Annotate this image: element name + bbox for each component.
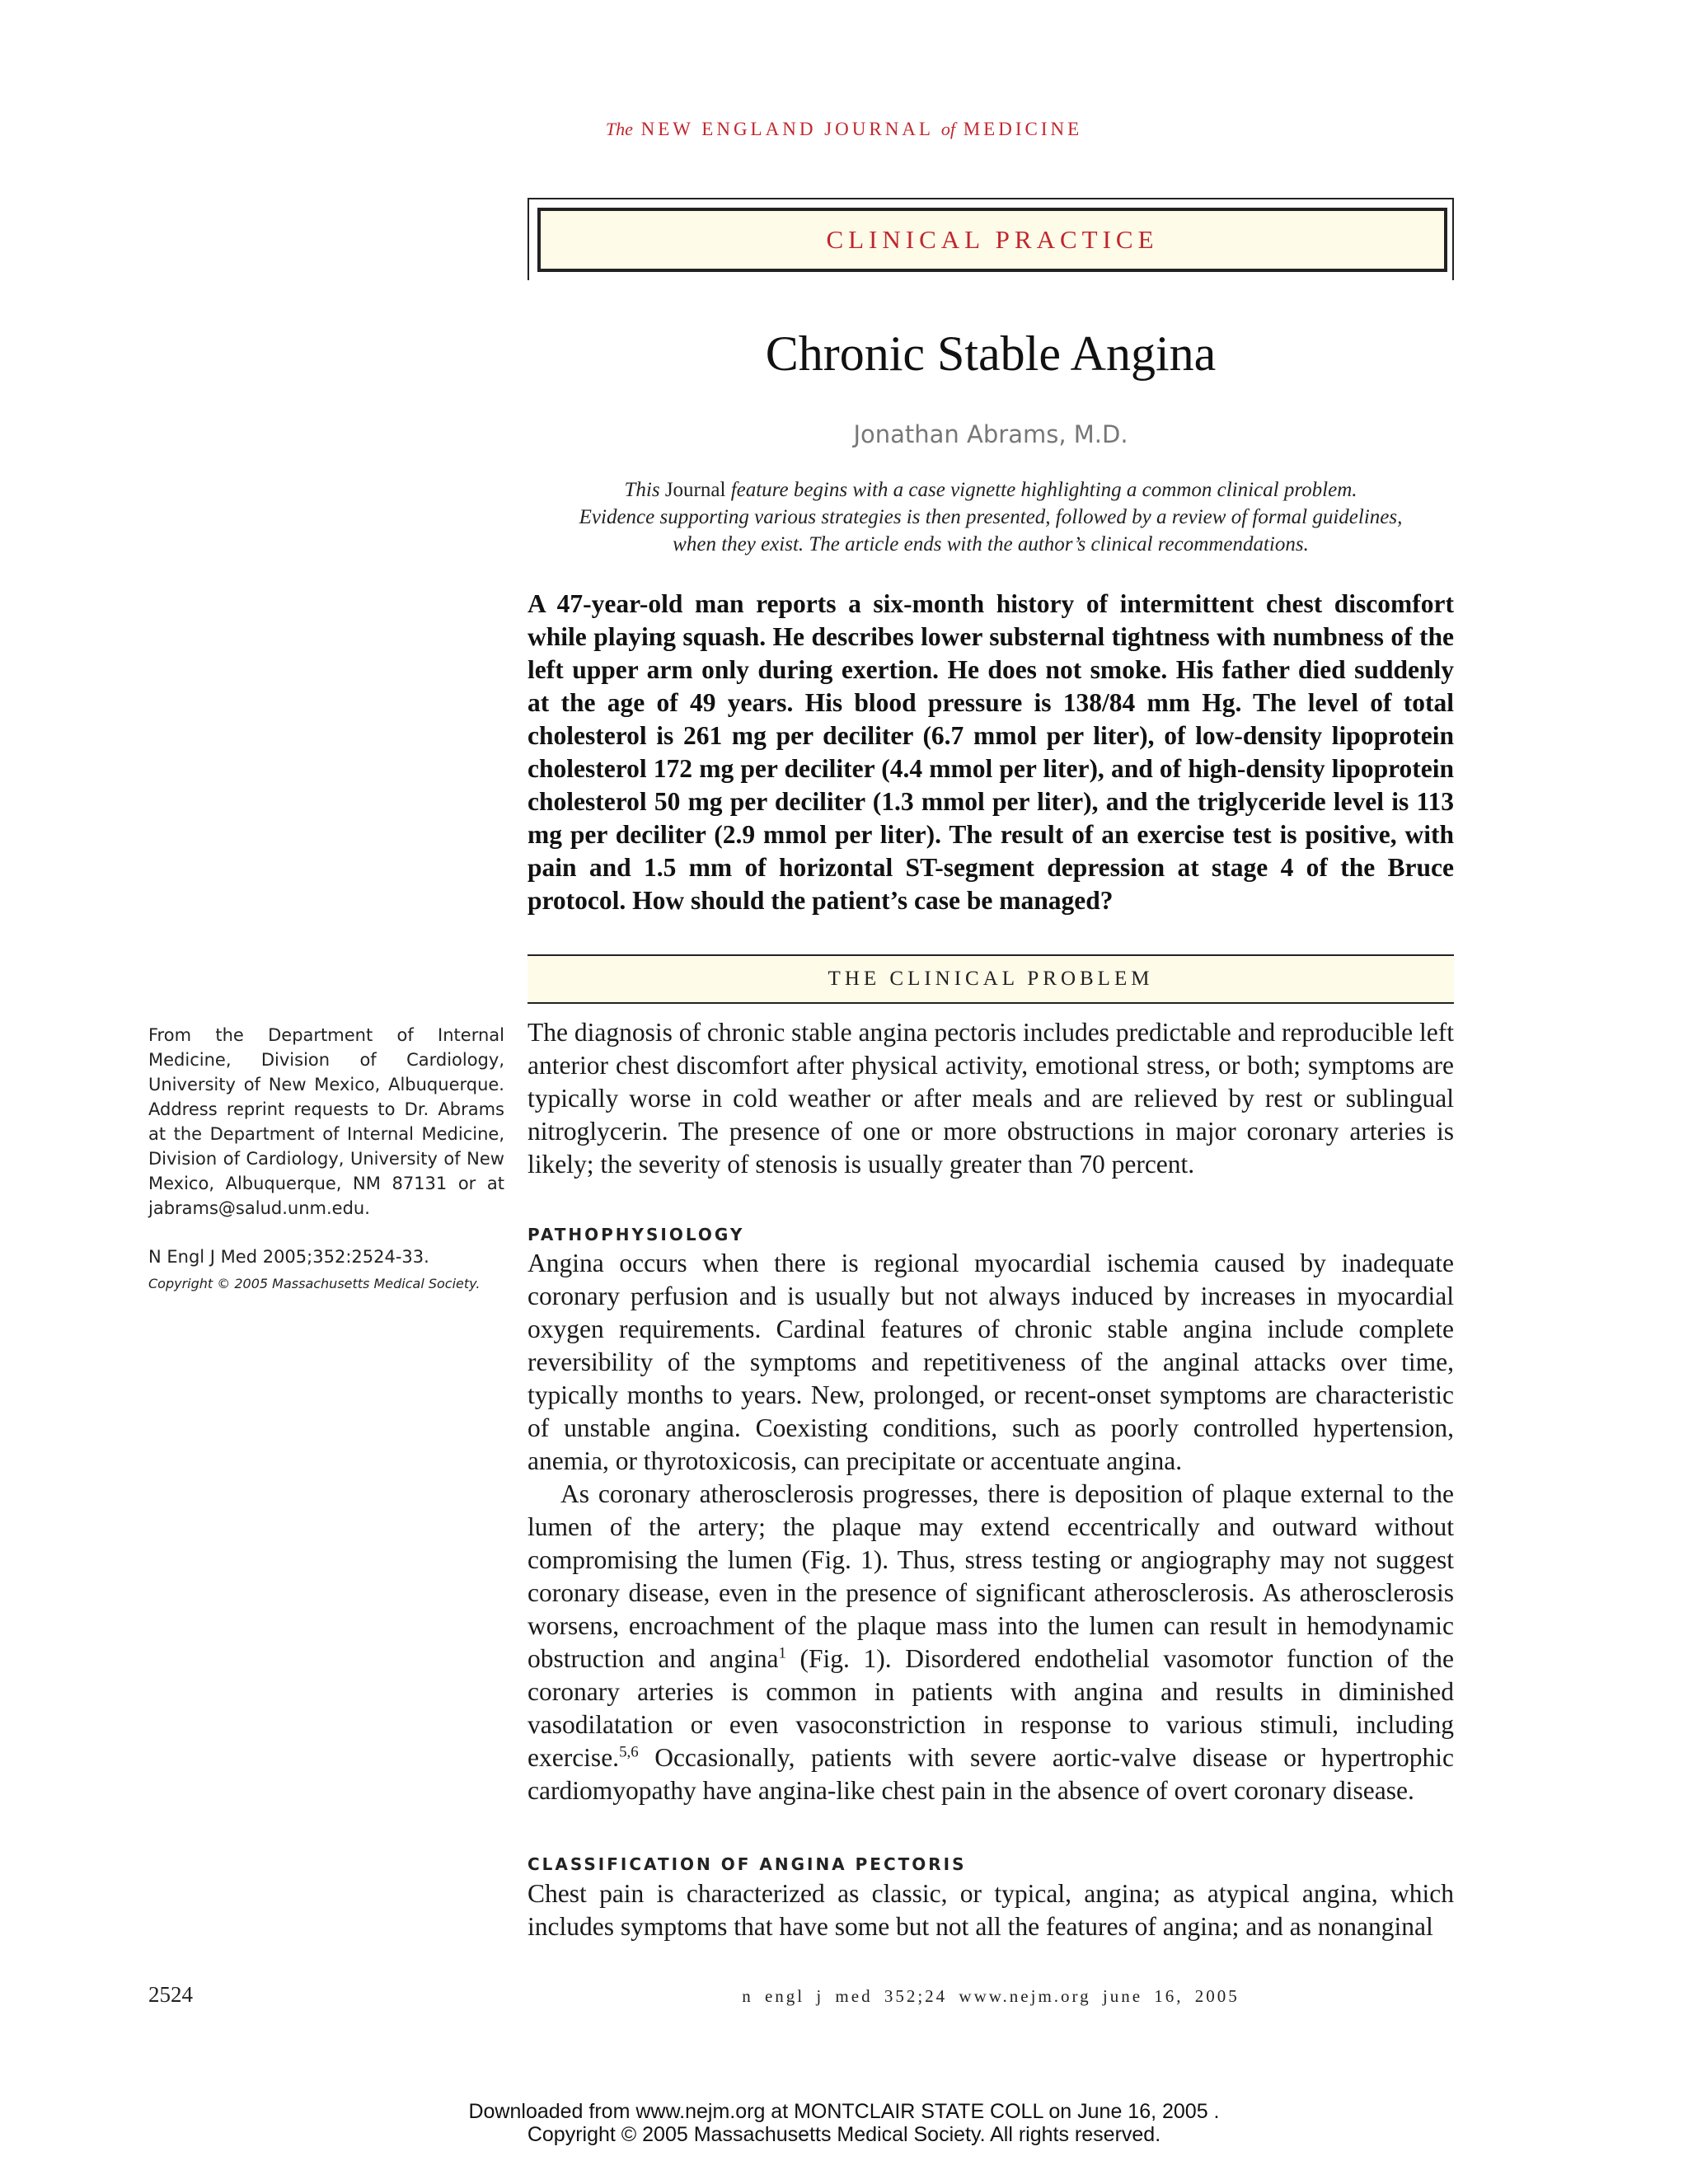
section-heading-clinical-problem: THE CLINICAL PROBLEM bbox=[528, 954, 1454, 1004]
reference-1: 1 bbox=[778, 1644, 786, 1662]
clinical-problem-paragraph: The diagnosis of chronic stable angina pectoris includes predictable and reproducible left anterior chest discomfort after physical activity, emotional stress, or both; symptoms are typically worse in cold weather or after meals and are relieved by rest or sublingual nitroglycerin. The presence of one or more obstructions in major coronary arteries is likely; the severity of stenosis is usually greater than 70 percent. bbox=[528, 1018, 1454, 1179]
journal-header-name-2: MEDICINE bbox=[963, 119, 1083, 139]
section-label: CLINICAL PRACTICE bbox=[537, 208, 1447, 272]
clinical-problem-text bbox=[528, 1016, 1454, 1181]
copyright-note: Copyright © 2005 Massachusetts Medical Society. bbox=[148, 1276, 481, 1291]
affiliation-text: From the Department of Internal Medicine, Division of Cardiology, University of New Mexico, Albuquerque. Address reprint requests to Dr. Abrams at the Department of Internal Medicine, Division of Cardiology, University of New Mexico, Albuquerque, NM 87131 or at jabrams@salud.unm.edu. bbox=[148, 1025, 504, 1218]
subheading-pathophysiology: PATHOPHYSIOLOGY bbox=[528, 1225, 745, 1244]
classification-paragraph: Chest pain is characterized as classic, or typical, angina; as atypical angina, which includes symptoms that have some but not all the features of angina; and as nonanginal bbox=[528, 1879, 1454, 1941]
paragraph-2-part-a: As coronary atherosclerosis progresses, there is deposition of plaque external to the lumen of the artery; the plaque may extend eccentrically and outward without compromising the lumen (Fig. 1). Thus, stress testing or angiography may not suggest coronary disease, even in the presence of significant atherosclerosis. As atherosclerosis worsens, encroachment of the plaque mass into the lumen can result in hemodynamic obstruction and angina bbox=[528, 1479, 1454, 1673]
author-affiliation-note bbox=[148, 1023, 504, 1221]
journal-header-name-1: NEW ENGLAND JOURNAL bbox=[640, 119, 934, 139]
paragraph-2-part-b: (Fig. 1). Disordered endothelial vasomotor function of the coronary arteries is common in patients with angina and results in diminished vasodilatation or even vasoconstriction in response to various stimuli, including exercise. bbox=[528, 1644, 1454, 1772]
pathophysiology-paragraph-2 bbox=[528, 1478, 1454, 1807]
intro-line-3: when they exist. The article ends with the author’s clinical recommendations. bbox=[673, 533, 1309, 555]
intro-journal-word: Journal bbox=[664, 479, 726, 501]
intro-part-2: feature begins with a case vignette highlighting a common clinical problem. bbox=[725, 479, 1357, 501]
intro-part-1: This bbox=[624, 479, 665, 501]
download-notice-line-2: Copyright © 2005 Massachusetts Medical Society. All rights reserved. bbox=[527, 2123, 1161, 2146]
download-notice bbox=[0, 2100, 1688, 2146]
journal-header-the: The bbox=[605, 119, 633, 139]
running-footer: n engl j med 352;24 www.nejm.org june 16, 2005 bbox=[742, 1986, 1240, 2006]
page-number: 2524 bbox=[148, 1982, 193, 2007]
article-title: Chronic Stable Angina bbox=[765, 326, 1217, 381]
paragraph-2-part-c: Occasionally, patients with severe aortic-valve disease or hypertrophic cardiomyopathy have angina-like chest pain in the absence of overt coronary disease. bbox=[528, 1743, 1454, 1805]
journal-header-of: of bbox=[940, 119, 955, 139]
author-name: Jonathan Abrams, M.D. bbox=[853, 420, 1128, 448]
feature-intro bbox=[528, 476, 1454, 558]
pathophysiology-paragraph-1: Angina occurs when there is regional myocardial ischemia caused by inadequate coronary perfusion and is usually but not always induced by increases in myocardial oxygen requirements. Cardinal features of chronic stable angina include complete reversibility of the symptoms and repetitiveness of the anginal attacks over time, typically months to years. New, prolonged, or recent-onset symptoms are characteristic of unstable angina. Coexisting conditions, such as poorly controlled hypertension, anemia, or thyrotoxicosis, can precipitate or accentuate angina. bbox=[528, 1249, 1454, 1475]
intro-line-2: Evidence supporting various strategies is then presented, followed by a review of formal guidelines, bbox=[579, 506, 1403, 528]
journal-header bbox=[0, 119, 1688, 140]
classification-text bbox=[528, 1877, 1454, 1943]
download-notice-line-1: Downloaded from www.nejm.org at MONTCLAIR STATE COLL on June 16, 2005 . bbox=[468, 2100, 1220, 2123]
case-vignette: A 47-year-old man reports a six-month history of intermittent chest discomfort while playing squash. He describes lower substernal tightness with numbness of the left upper arm only during exertion. He does not smoke. His father died suddenly at the age of 49 years. His blood pressure is 138/84 mm Hg. The level of total cholesterol is 261 mg per deciliter (6.7 mmol per liter), of low-density lipoprotein cholesterol 172 mg per deciliter (4.4 mmol per liter), and of high-density lipoprotein cholesterol 50 mg per deciliter (1.3 mmol per liter), and the triglyceride level is 113 mg per deciliter (2.9 mmol per liter). The result of an exercise test is positive, with pain and 1.5 mm of horizontal ST-segment depression at stage 4 of the Bruce protocol. How should the patient’s case be managed? bbox=[528, 589, 1454, 915]
subheading-classification: CLASSIFICATION OF ANGINA PECTORIS bbox=[528, 1854, 967, 1874]
reference-5-6: 5,6 bbox=[619, 1743, 639, 1761]
pathophysiology-text bbox=[528, 1247, 1454, 1807]
citation: N Engl J Med 2005;352:2524-33. bbox=[148, 1247, 429, 1267]
